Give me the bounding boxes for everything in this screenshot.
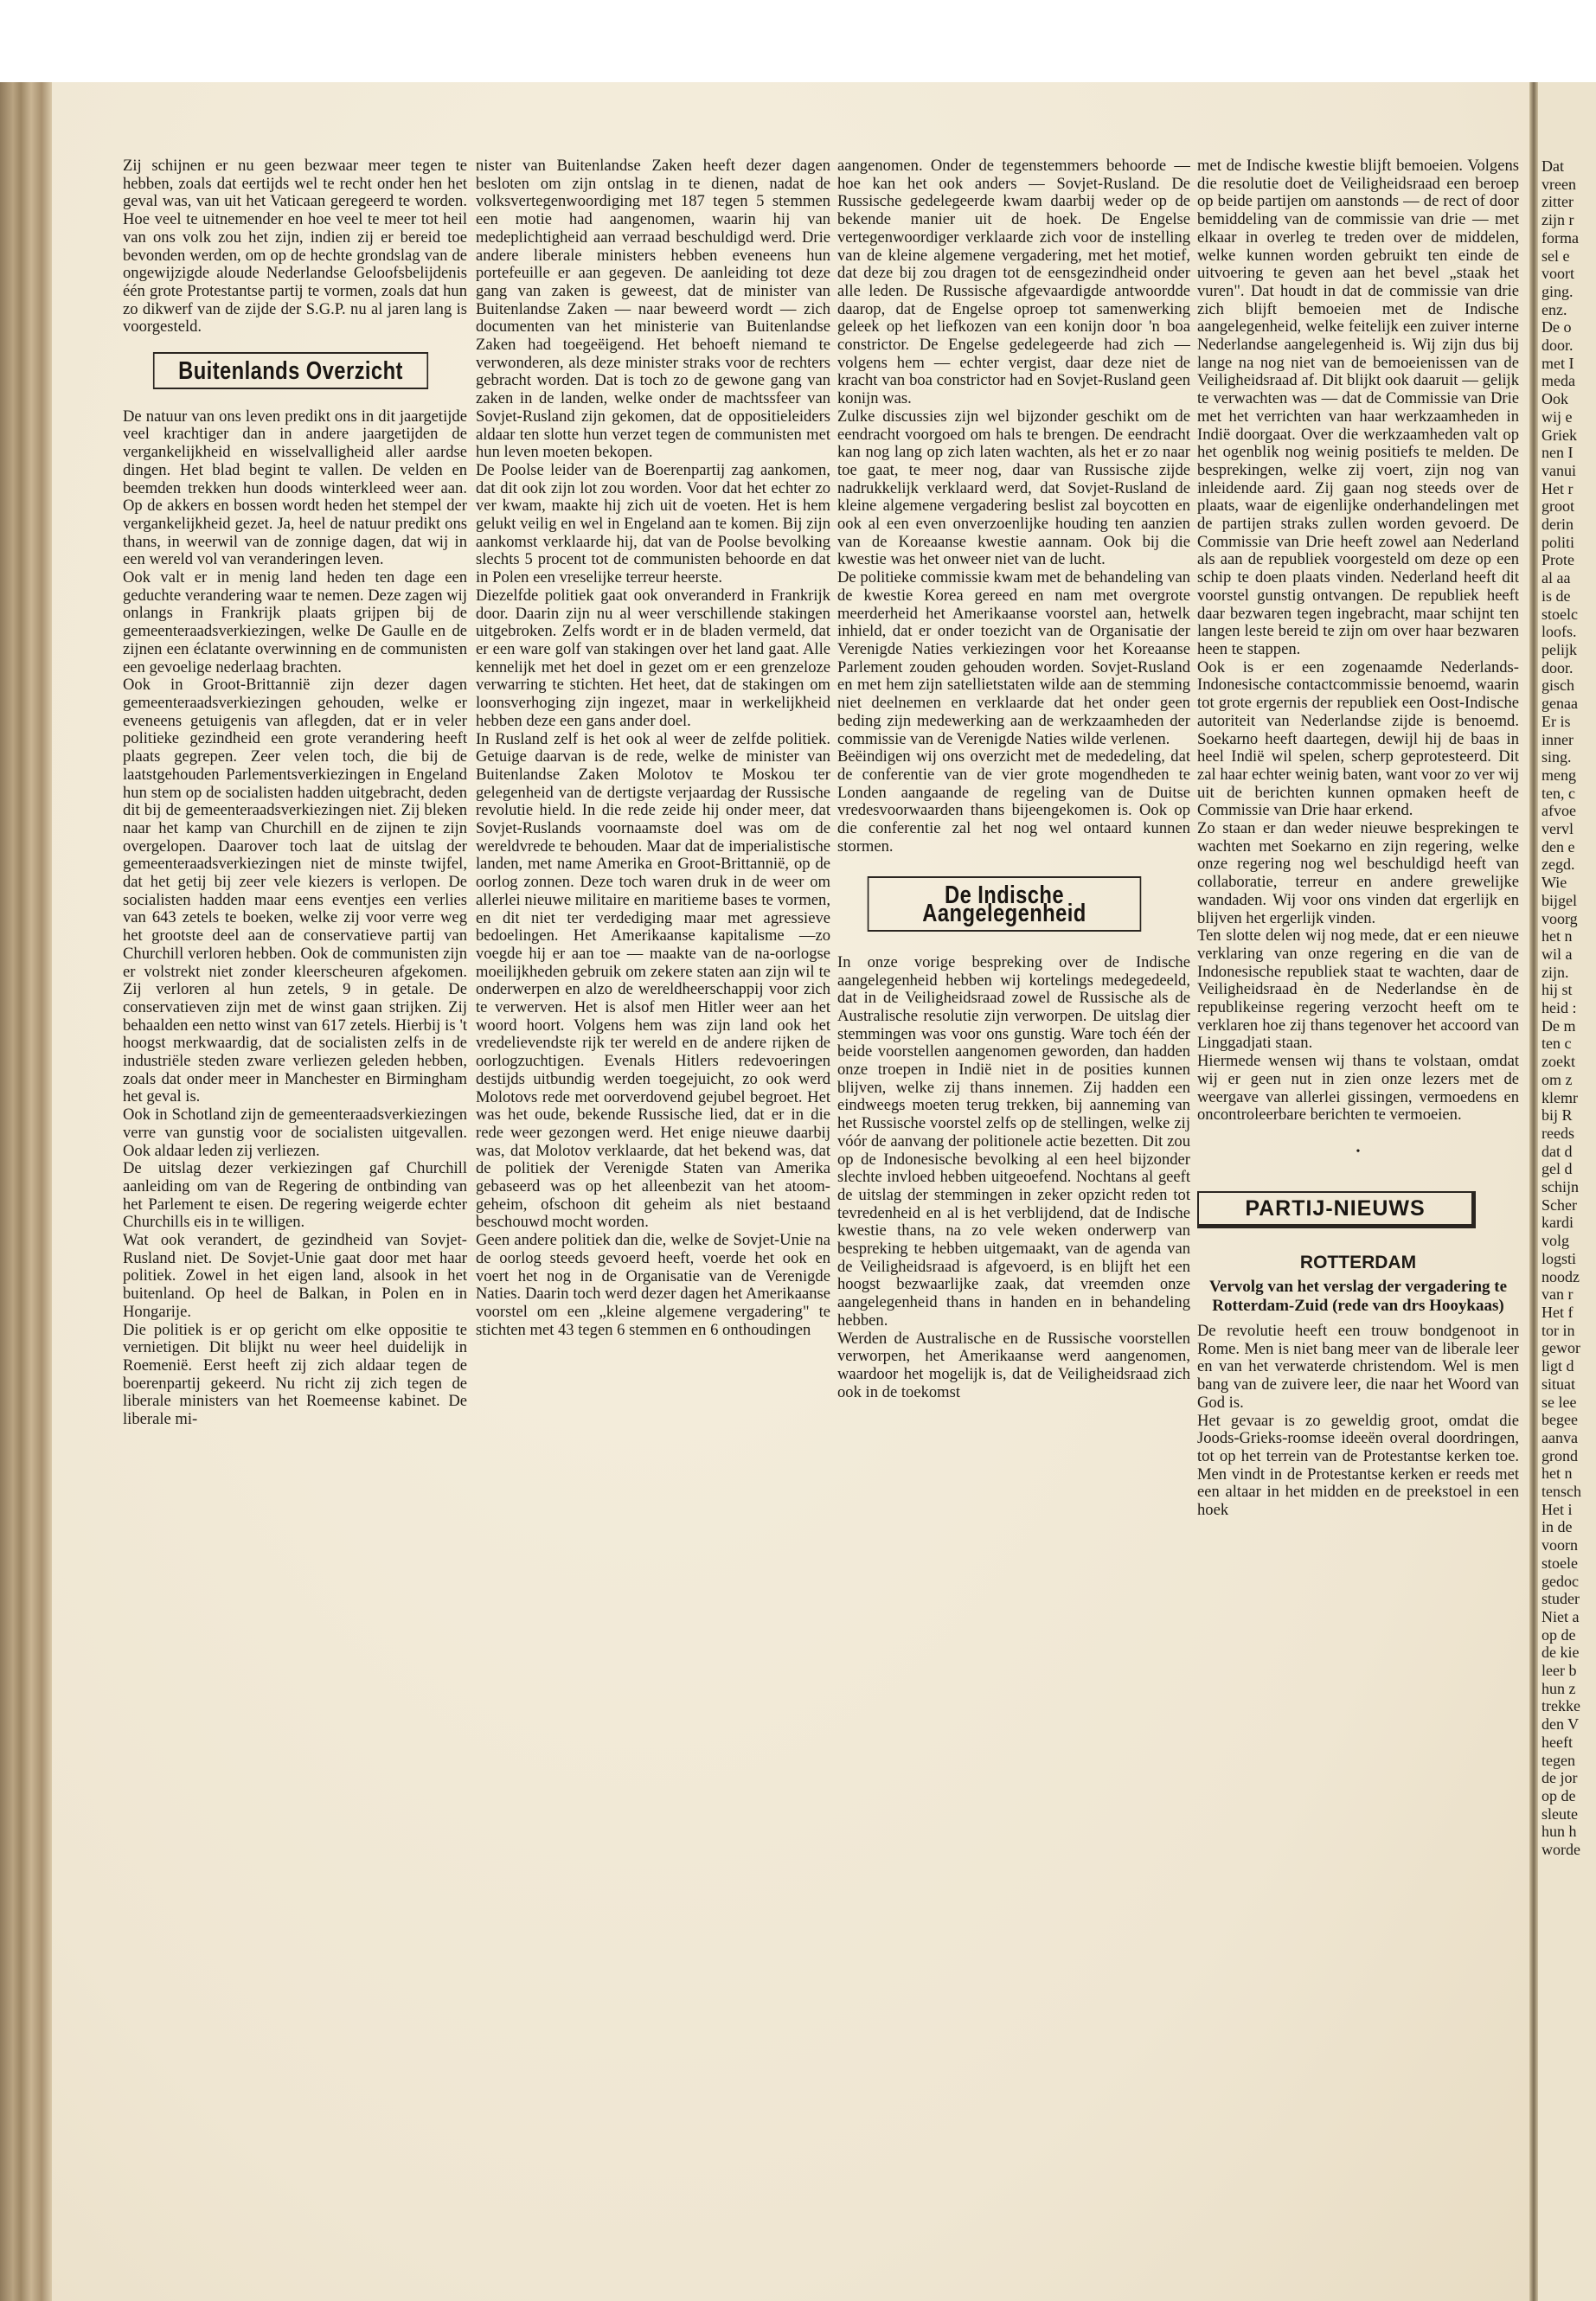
- subheading-report: Vervolg van het verslag der vergadering te Rotterdam-Zuid (rede van drs Hooykaas): [1208, 1278, 1508, 1316]
- cutoff-line: al aa: [1542, 569, 1571, 587]
- cutoff-line: De o: [1542, 318, 1572, 336]
- paragraph: In Rusland zelf is het ook al weer de zelfde politiek. Getuige daarvan is de rede, welke de minister van Buitenlandse Zaken Molotov te Moskou ter gelegenheid van de dertigste verjaardag der Russische revolutie hield. In die rede zeide hij onder meer, dat Sovjet-Ruslands voornaamste doel was om de wereldvrede te behouden. Maar dat de imperialistische landen, met name Amerika en Groot-Brittannië, op de oorlog zonnen. Deze toch waren druk in de weer om allerlei nieuwe militaire en maritieme bases te vormen, en dit niet ter verdediging maar met agressieve bedoelingen. Het Amerikaanse kapitalisme —zo voegde hij er aan toe — maakte van de na-oorlogse moeilijkheden gebruik om zekere staten aan zijn wil te onderwerpen en alzo de wereldheerschappij voor zich te verwerven. Het is alsof men Hitler weer aan het woord hoort. Volgens hem was zijn land ook het vredelievendste rijk ter wereld en de andere rijken de oorlogzuchtigen. Evenals Hitlers redevoeringen destijds uitbundig werden toegejuicht, zo ook werd Molotovs rede met oorverdovend gejubel begroet. Het was het oude, bekende Russische lied, dat er in die rede weer gezongen werd. Het enige nieuwe daarbij was, dat Molotov verklaarde, dat het bekend was, dat de politiek der Verenigde Staten van Amerika gebaseerd was op het alleenbezit van het atoom-geheim, ofschoon dit geheim als niet bestaand beschouwd mocht worden.: [476, 729, 830, 1232]
- paragraph: Geen andere politiek dan die, welke de Sovjet-Unie na de oorlog steeds gevoerd heeft, voerde het ook en voert het nog in de Organisatie van de Verenigde Naties. Daarin toch werd dezer dagen het Amerikaanse voorstel om een „kleine algemene vergadering" te stichten met 43 tegen 6 stemmen en 6 onthoudingen: [476, 1231, 830, 1339]
- cutoff-line: Ook: [1542, 390, 1568, 408]
- cutoff-line: zegd.: [1542, 856, 1575, 874]
- cutoff-line: genaa: [1542, 695, 1578, 713]
- paragraph: nister van Buitenlandse Zaken heeft dezer dagen besloten om zijn ontslag in te dienen, nadat de volksvertegenwoordiging met 187 tegen 5 stemmen een motie had aangenomen, waarin hij van medeplichtigheid aan verraad beschuldigd werd. Drie andere liberale ministers hebben eveneens hun portefeuille er aan gegeven. De aanleiding tot deze gang van zaken is geweest, dat de minister van Buitenlandse Zaken — naar beweerd wordt — zich documenten van het ministerie van Buitenlandse Zaken had toegeëigend. Het behoeft niemand te verwonderen, als deze minister straks voor de rechters gebracht worden. Dat is toch zo de gewone gang van zaken in de landen, welke onder de machtssfeer van Sovjet-Rusland zijn gekomen, dat de oppositieleiders aldaar ten slotte hun verzet tegen de communisten met hun leven moeten bekopen.: [476, 157, 830, 462]
- cutoff-line: pelijk: [1542, 640, 1577, 658]
- cutoff-line: het n: [1542, 1465, 1573, 1483]
- cutoff-line: de jor: [1542, 1769, 1578, 1787]
- cutoff-line: in de: [1542, 1518, 1573, 1536]
- cutoff-line: Wie: [1542, 874, 1567, 892]
- cutoff-line: dat d: [1542, 1142, 1573, 1160]
- cutoff-line: van r: [1542, 1285, 1574, 1304]
- section-heading-indische-aangelegenheid: De Indische Aangelegenheid: [868, 876, 1142, 931]
- paragraph: Zulke discussies zijn wel bijzonder geschikt om de eendracht voorgoed om hals te brengen. De eendracht kan nog lang op zich laten wachten, als het er zo naar toe gaat, te meer nog, daar van Russische zijde nadrukkelijk verklaard werd, dat Sovjet-Rusland de kleine algemene vergadering beslist zal boycotten en ook al een even onverzoenlijke houding ten aanzien van de Koreaanse kwestie aannam. Ook bij die kwestie was het onweer niet van de lucht.: [837, 407, 1190, 569]
- cutoff-line: noodz: [1542, 1267, 1580, 1285]
- cutoff-line: met I: [1542, 354, 1574, 372]
- cutoff-line: gedoc: [1542, 1572, 1579, 1590]
- cutoff-line: klemr: [1542, 1088, 1578, 1106]
- cutoff-line: ten c: [1542, 1035, 1572, 1053]
- cutoff-line: zitter: [1542, 193, 1574, 211]
- cutoff-line: sleute: [1542, 1804, 1578, 1823]
- cutoff-line: Griek: [1542, 426, 1577, 444]
- cutoff-line: Het f: [1542, 1304, 1574, 1321]
- cutoff-line: reeds: [1542, 1124, 1574, 1142]
- cutoff-line: gel d: [1542, 1160, 1573, 1178]
- cutoff-line: stoele: [1542, 1554, 1578, 1572]
- paragraph: Zo staan er dan weder nieuwe besprekingen te wachten met Soekarno en zijn regering, welke onze regering nog wel beschuldigd heeft van collaboratie, terreur en andere grewelijke wandaden. Wij voor ons vinden dat ergerlijk en blijven het ergerlijk vinden.: [1197, 819, 1519, 927]
- paragraph: Hiermede wensen wij thans te volstaan, omdat wij er geen nut in zien onze lezers met de weergave van allerlei gissingen, vermoedens en oncontroleerbare berichten te vermoeien.: [1197, 1052, 1519, 1125]
- cutoff-line: meda: [1542, 372, 1575, 390]
- cutoff-line: inner: [1542, 730, 1574, 748]
- cutoff-line: kardi: [1542, 1214, 1574, 1232]
- cutoff-line: Prote: [1542, 551, 1574, 569]
- paragraph: Werden de Australische en de Russische voorstellen verworpen, het Amerikaanse werd aangenomen, waardoor het mogelijk is, dat de Veiligheidsraad zich ook in de toekomst: [837, 1329, 1190, 1401]
- cutoff-line: sing.: [1542, 748, 1572, 766]
- cutoff-line: meng: [1542, 766, 1576, 784]
- cutoff-line: enz.: [1542, 300, 1567, 318]
- cutoff-line: vreen: [1542, 175, 1576, 193]
- cutoff-line: bijgel: [1542, 891, 1577, 909]
- cutoff-line: op de: [1542, 1625, 1576, 1644]
- cutoff-line: nen I: [1542, 444, 1574, 462]
- paragraph: Ten slotte delen wij nog mede, dat er een nieuwe verklaring van onze regering en die van de Indonesische republiek staat te wachten, daar de Veiligheidsraad èn de Nederlandse èn de republikeinse regering verzocht heeft om te verklaren hoe zij thans tegenover het accoord van Linggadjati staan.: [1197, 926, 1519, 1053]
- cutoff-line: se lee: [1542, 1393, 1577, 1411]
- cutoff-line: de kie: [1542, 1644, 1580, 1662]
- cutoff-line: den e: [1542, 837, 1575, 856]
- paragraph: Wat ook verandert, de gezindheid van Sovjet-Rusland niet. De Sovjet-Unie gaat door met haar politiek. Zowel in het eigen land, alsook in het buitenland. Op heel de Balkan, in Polen en in Hongarije.: [123, 1231, 467, 1321]
- paragraph: De uitslag dezer verkiezingen gaf Churchill aanleiding om van de Regering de ontbinding van het Parlement te eisen. De regering weigerde echter Churchills eis in te willigen.: [123, 1159, 467, 1232]
- cutoff-line: Het r: [1542, 479, 1574, 497]
- book-edge: [0, 82, 52, 2301]
- cutoff-line: grond: [1542, 1446, 1578, 1465]
- cutoff-line: schijn: [1542, 1178, 1579, 1196]
- paragraph: Ook valt er in menig land heden ten dage een geduchte verandering waar te nemen. Deze zagen wij onlangs in Frankrijk plaats grijpen bij de gemeenteraadsverkiezingen, welke De Gaulle en de zijnen een éclatante overwinning en de communisten een gevoelige nederlaag brachten.: [123, 568, 467, 676]
- cutoff-line: stoelc: [1542, 605, 1578, 623]
- cutoff-line: tensch: [1542, 1483, 1581, 1501]
- cutoff-line: trekke: [1542, 1697, 1580, 1715]
- cutoff-line: Scher: [1542, 1195, 1577, 1214]
- cutoff-line: is de: [1542, 586, 1571, 605]
- cutoff-line: Er is: [1542, 712, 1571, 730]
- cutoff-line: derin: [1542, 516, 1574, 534]
- column-3: [837, 157, 1190, 2009]
- separator-dot: •: [1356, 1144, 1361, 1158]
- cutoff-line: voort: [1542, 265, 1574, 283]
- section-heading-partij-nieuws: PARTIJ-NIEUWS: [1197, 1191, 1476, 1229]
- cutoff-line: heid :: [1542, 999, 1577, 1017]
- cutoff-line: tegen: [1542, 1751, 1575, 1769]
- cutoff-line: De m: [1542, 1016, 1576, 1035]
- cutoff-line: logsti: [1542, 1249, 1577, 1267]
- cutoff-line: Niet a: [1542, 1607, 1580, 1625]
- cutoff-line: heeft: [1542, 1733, 1573, 1751]
- cutoff-line: hun h: [1542, 1823, 1577, 1841]
- cutoff-line: zoekt: [1542, 1053, 1575, 1071]
- cutoff-line: voorg: [1542, 909, 1578, 927]
- cutoff-line: gisch: [1542, 676, 1574, 695]
- paragraph: De natuur van ons leven predikt ons in dit jaargetijde veel krachtiger dan in andere jaargetijden de vergankelijkheid en wisselvalligheid aller aardse dingen. Het blad begint te vallen. De velden en beemden trekken hun doods winterkleed weer aan. Op de akkers en bossen wordt heden het stempel der vergankelijkheid gezet. Ja, heel de natuur predikt ons thans, in weerwil van de zonnige dagen, dat wij in een wereld vol van veranderingen leven.: [123, 407, 467, 569]
- paragraph: Ook in Groot-Brittannië zijn dezer dagen gemeenteraadsverkiezingen gehouden, welke er eveneens getuigenis van aflegden, dat er in veler politieke gezindheid een grote verandering heeft plaats gegrepen. Zeer velen toch, die bij de laatstgehouden Parlementsverkiezingen in Engeland hun stem op de socialisten hadden uitgebracht, deden dit bij de gemeenteraadsverkiezingen niet. Zij bleken naar het kamp van Churchill en de zijnen te zijn overgelopen. Daarover toch laat de uitslag der gemeenteraadsverkiezingen niet de minste twijfel, dat het getij bij zeer vele kiezers is verlopen. De socialisten hadden maar eens eventjes een verlies van 643 zetels te boeken, welke zij voor verre weg het grootste deel aan de conservatieve partij van Churchill verloren hebben. Ook de communisten zijn er volstrekt niet zonder kleerscheuren afgekomen. Zij verloren al hun zetels, 9 in getale. De conservatieven zijn met de winst gaan strijken. Zij behaalden een netto winst van 617 zetels. Hierbij is 't hoogst merkwaardig, dat de socialisten zelfs in de industriële steden zware verliezen geleden hebben, zoals dat onder meer in Manchester en Birmingham het geval is.: [123, 676, 467, 1106]
- paragraph: met de Indische kwestie blijft bemoeien. Volgens die resolutie doet de Veiligheidsraad een beroep op beide partijen om aanstonds — de rect of door bemiddeling van de commissie van drie — met elkaar in overleg te treden over de middelen, welke kunnen worden gebruikt ten einde de uitvoering te geven aan het bevel „staak het vuren". Dat houdt in dat de commissie van drie zich blijft bemoeien met de Indische aangelegenheid, welke feitelijk een zuiver interne Nederlandse aangelegenheid is. Wij zijn dus bij lange na nog niet van de bemoeienissen van de Veiligheidsraad af. Dit blijkt ook daaruit — gelijk te verwachten was — dat de Commissie van Drie met het verrichten van haar werkzaamheden in Indië doorgaat. Over die werkzaamheden valt op het ogenblik nog weinig positiefs te melden. De besprekingen, welke zij voert, zijn nog van inleidende aard. Zij gaan nog steeds over de plaats, waar de eigenlijke onderhandelingen met de partijen straks zullen worden gevoerd. De Commissie van Drie heeft zowel aan Nederland als aan de republiek voorgesteld om deze op een schip te doen plaats vinden. Nederland heeft dit voorstel gunstig ontvangen. De republiek heeft daar bezwaren tegen ingebracht, maar schijnt ten langen leste bereid te zijn om over haar bezwaren heen te stappen.: [1197, 157, 1519, 658]
- cutoff-line: den V: [1542, 1715, 1580, 1734]
- cutoff-line: het n: [1542, 927, 1573, 945]
- cutoff-line: door.: [1542, 336, 1574, 355]
- paragraph: Diezelfde politiek gaat ook onveranderd in Frankrijk door. Daarin zijn nu al weer verschillende stakingen uitgebroken. Zelfs wordt er in de bladen vermeld, dat er een ware golf van stakingen over het land gaat. Alle kennelijk met het doel in gezet om er een grenzeloze verwarring te stichten. Het heet, dat de stakingen om loonsverhoging zijn ingezet, maar in werkelijkheid hebben deze een gans ander doel.: [476, 586, 830, 730]
- cutoff-line: bij R: [1542, 1106, 1573, 1125]
- cutoff-line: ligt d: [1542, 1357, 1574, 1375]
- paragraph: Het gevaar is zo geweldig groot, omdat die Joods-Grieks-roomse ideeën overal doordringen, tot op het terrein van de Protestantse kerken toe. Men vindt in de Protestantse kerken er reeds met een altaar in het midden en de preekstoel in een hoek: [1197, 1411, 1519, 1520]
- page-gutter: [1529, 82, 1538, 2301]
- paragraph: De politieke commissie kwam met de behandeling van de kwestie Korea gereed en nam met overgrote meerderheid het Amerikaanse voorstel aan, hetwelk inhield, dat er onder toezicht van de Organisatie der Verenigde Naties verkiezingen voor het Koreaanse Parlement zouden gehouden worden. Sovjet-Rusland en met hem zijn satellietstaten wilde aan de stemming niet deelnemen en verklaarde dat het onder geen beding zijn medewerking aan de werkzaamheden der commissie van de Verenigde Naties wilde verlenen.: [837, 568, 1190, 748]
- column-2: [476, 157, 830, 2009]
- cutoff-line: hun z: [1542, 1679, 1576, 1697]
- cutoff-line: zijn r: [1542, 211, 1574, 229]
- subheading-city: ROTTERDAM: [1299, 1253, 1417, 1273]
- paragraph: De Poolse leider van de Boerenpartij zag aankomen, dat dit ook zijn lot zou worden. Voor dat het echter zo ver kwam, maakte hij zich uit de voeten. Het is hem gelukt veilig en wel in Engeland aan te komen. Bij zijn aankomst verklaarde hij, dat van de Poolse bevolking slechts 5 procent tot de communisten behoorde en dat in Polen een vreselijke terreur heerste.: [476, 460, 830, 587]
- cutoff-line: situat: [1542, 1375, 1575, 1393]
- column-4: [1197, 157, 1519, 2009]
- column-5-cut-off: [1542, 157, 1593, 2009]
- paragraph: Zij schijnen er nu geen bezwaar meer tegen te hebben, zoals dat eertijds wel te recht onder hen het geval was, van uit het Vaticaan geregeerd te worden. Hoe veel te uitnemender en hoe veel te meer tot heil van ons volk zou het zijn, indien zij er bereid toe bevonden werden, om op de hechte grondslag van de ongewijzigde aloude Nederlandse Geloofsbelijdenis één grote Protestantse partij te vormen, zoals dat hun zo dikwerf van de zijde der S.G.P. nu al jaren lang is voorgesteld.: [123, 157, 467, 336]
- cutoff-line: hij st: [1542, 981, 1573, 999]
- cutoff-line: begee: [1542, 1411, 1578, 1429]
- cutoff-line: loofs.: [1542, 623, 1577, 641]
- cutoff-line: volg: [1542, 1232, 1570, 1250]
- cutoff-line: vanui: [1542, 461, 1576, 479]
- cutoff-line: zijn.: [1542, 963, 1569, 981]
- cutoff-line: wil a: [1542, 945, 1573, 963]
- cutoff-line: tor in: [1542, 1321, 1575, 1339]
- cutoff-line: sel e: [1542, 247, 1570, 265]
- paragraph: Die politiek is er op gericht om elke oppositie te vernietigen. Dit blijkt nu weer heel duidelijk in Roemenië. Eerst heeft zij zich aldaar tegen de boerenpartij gekeerd. Nu richt zij zich tegen de liberale ministers van het Roemeense kabinet. De liberale mi-: [123, 1320, 467, 1429]
- cutoff-line: Dat: [1542, 157, 1564, 175]
- cutoff-line: groot: [1542, 497, 1574, 516]
- cutoff-line: leer b: [1542, 1662, 1577, 1680]
- paragraph: Beëindigen wij ons overzicht met de mededeling, dat de conferentie van de vier grote mogendheden te Londen aangaande de regeling van de Duitse vredesvoorwaarden thans bijeengekomen is. Ook op die conferentie zal het nog wel ontaard kunnen stormen.: [837, 747, 1190, 856]
- cutoff-line: studer: [1542, 1590, 1580, 1608]
- cutoff-line: op de: [1542, 1786, 1576, 1804]
- section-heading-buitenlands-overzicht: Buitenlands Overzicht: [153, 352, 428, 389]
- paragraph: Ook is er een zogenaamde Nederlands-Indonesische contactcommissie benoemd, waarin tot grote ergernis der republiek een Oost-Indische autoriteit van Nederlandse zijde is benoemd. Soekarno heeft daartegen, dewijl hij de baas in heel Indië wil spelen, scherp geprotesteerd. Dit zal haar echter weinig baten, want voor zo ver wij uit de berichten kunnen opmaken heeft de Commissie van Drie haar erkend.: [1197, 657, 1519, 820]
- paragraph: De revolutie heeft een trouw bondgenoot in Rome. Men is niet bang meer van de liberale leer en van het verwaterde christendom. Wel is men bang van de zuivere leer, die naar het Woord van God is.: [1197, 1322, 1519, 1412]
- cutoff-line: aanva: [1542, 1428, 1578, 1446]
- cutoff-line: ging.: [1542, 282, 1574, 300]
- paragraph: aangenomen. Onder de tegenstemmers behoorde — hoe kan het ook anders — Sovjet-Rusland. De Russische gedelegeerde kwam daarbij weder op de bekende manier uit de hoek. De Engelse vertegenwoordiger verklaarde zich voor de instelling van de kleine algemene vergadering, met het motief, dat deze bij zou dragen tot de eensgezindheid onder alle leden. De Russische afgevaardigde antwoordde daarop, dat de Engelse oproep tot samenwerking geleek op het liefkozen van een konijn door 'n boa constrictor. De Engelse gedelegeerde had zich — volgens hem — echter vergist, daar deze niet de kracht van boa constrictor had en Sovjet-Rusland geen konijn was.: [837, 157, 1190, 408]
- cutoff-line: politi: [1542, 533, 1575, 551]
- cutoff-line: gewor: [1542, 1339, 1580, 1357]
- paragraph: Ook in Schotland zijn de gemeenteraadsverkiezingen verre van gunstig voor de socialisten uitgevallen. Ook aldaar leden zij verliezen.: [123, 1106, 467, 1160]
- cutoff-line: Het i: [1542, 1500, 1573, 1518]
- cutoff-line: voorn: [1542, 1536, 1578, 1554]
- paragraph: In onze vorige bespreking over de Indische aangelegenheid hebben wij kortelings medegedeeld, dat in de Veiligheidsraad zowel de Russische als de Australische resolutie zijn verworpen. De uitslag dier stemmingen was voor ons gunstig. Ware toch één der beide voorstellen aangenomen geworden, dan hadden onze troepen in Indië niet in de posities kunnen blijven, welke zij thans innemen. Zij hadden een eindweegs moeten terug trekken, bij aanneming van het Russische voorstel zelfs op de stellingen, welke zij vóór de aanvang der politionele actie bezetten. Dit zou op de Indonesische bevolking al een heel bijzonder slechte invloed hebben uitgeoefend. Nochtans al geeft de uitslag der stemmingen in zeker opzicht reden tot tevredenheid en al is het verblijdend, dat de Indische kwestie thans, na zo vele weken onderwerp van bespreking te hebben uitgemaakt, van de agenda van de Veiligheidsraad is afgevoerd, is en blijft het een hoogst bezwaarlijke zaak, dat vreemden onze aangelegenheid thans in handen en in behandeling hebben.: [837, 952, 1190, 1330]
- cutoff-line: afvoe: [1542, 802, 1576, 820]
- column-1: [123, 157, 467, 2009]
- cutoff-line: om z: [1542, 1070, 1573, 1088]
- cutoff-line: wij e: [1542, 407, 1573, 426]
- cutoff-line: worde: [1542, 1841, 1580, 1859]
- cutoff-line: vervl: [1542, 820, 1574, 838]
- cutoff-line: forma: [1542, 228, 1579, 247]
- cutoff-line: ten, c: [1542, 784, 1575, 802]
- cutoff-line: door.: [1542, 658, 1574, 676]
